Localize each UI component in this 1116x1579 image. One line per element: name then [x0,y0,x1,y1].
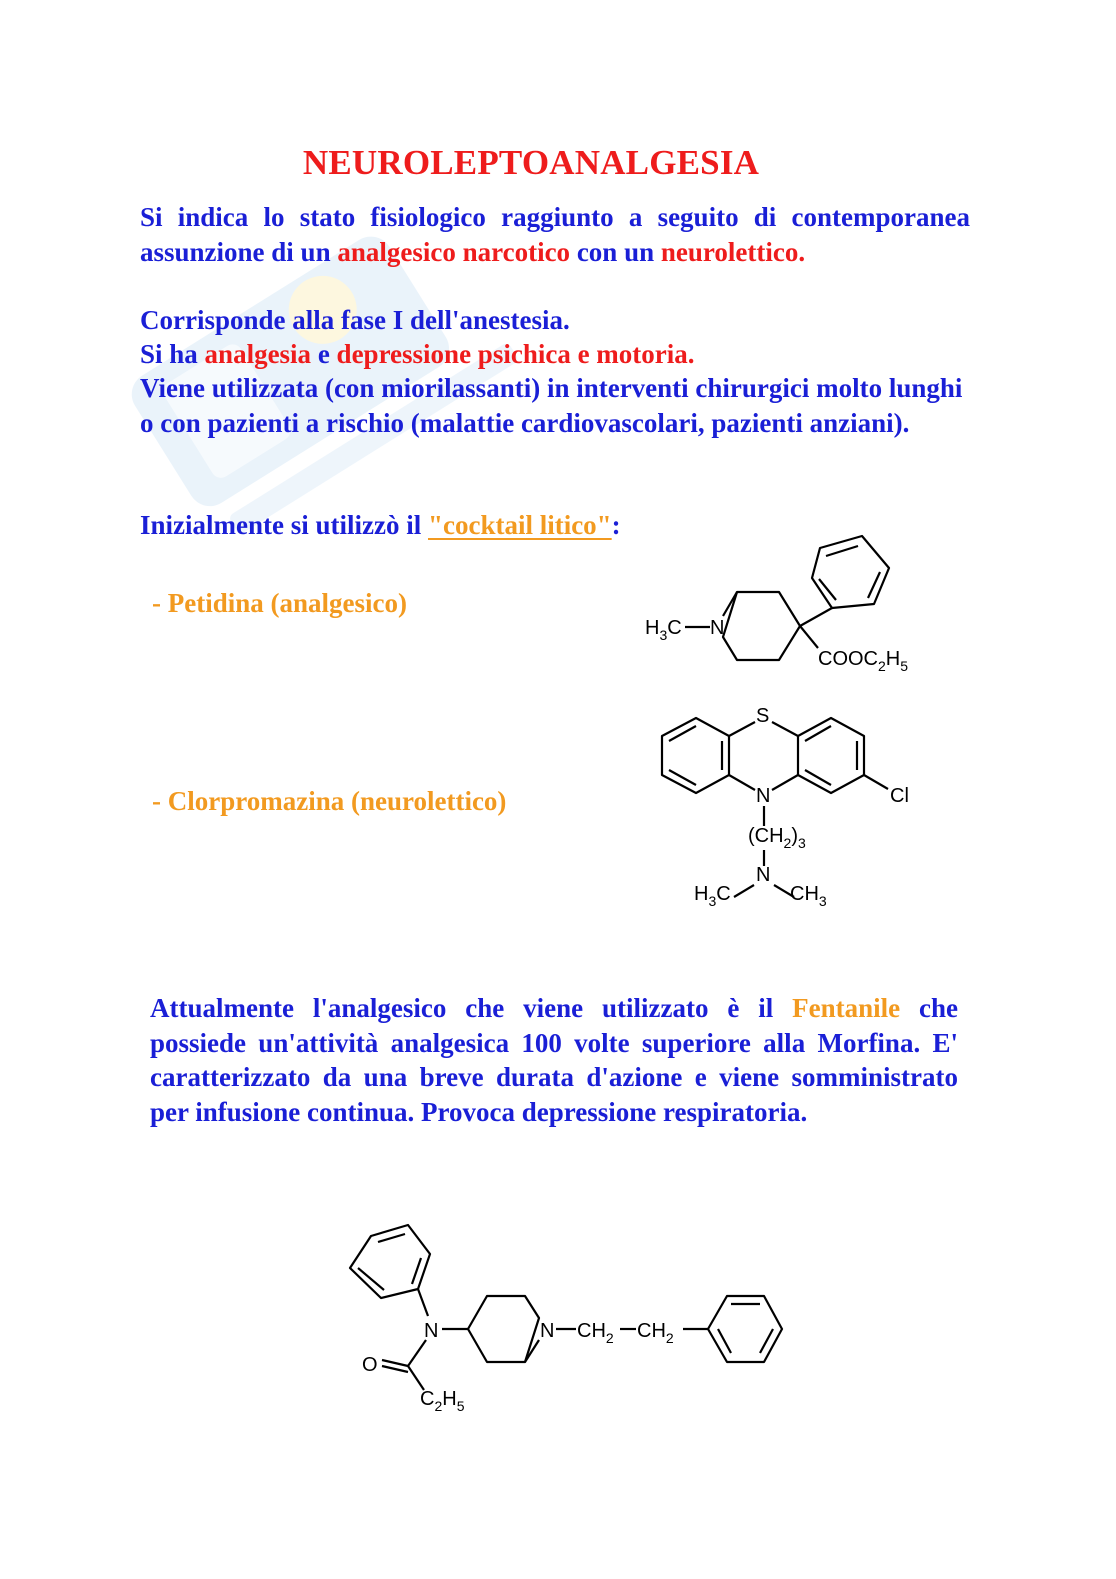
methyl-left: $H_3C$ [694,883,731,909]
cocktail-lead: Inizialmente si utilizzò il [140,510,428,540]
fentanyl-text-2: che possiede un'attività analgesica 100 volte superiore alla Morfina. E' caratterizzato da una breve durata d'azione e viene somministrato per infusione continua. Provoca depressione respiratoria. [150,993,958,1127]
piperidine-ring [468,1296,539,1362]
left-benzene-ring [662,718,729,793]
amine-nitrogen: N [756,864,771,886]
fentanyl-paragraph [150,991,958,1129]
fentanile-structure [340,1215,800,1420]
highlight-fentanile: Fentanile [792,993,901,1023]
carbonyl-oxygen: O [362,1354,378,1376]
phenyl-ring [812,536,889,608]
effects-text-2: e [311,339,337,369]
effects-text: Si ha [140,339,205,369]
cocktail-colon: : [611,510,621,540]
clorpromazina-structure [650,700,930,915]
amide-nitrogen: N [424,1320,439,1342]
ch2-first: $CH_2$ [577,1320,614,1346]
petidina-ester: $COOC_2H_5$ [818,648,909,674]
highlight-depressione: depressione psichica e motoria. [336,339,695,369]
ring-nitrogen: N [756,785,771,807]
petidina-n: N [710,617,725,639]
ch2-second: $CH_2$ [637,1320,674,1346]
highlight-analgesia: analgesia [204,339,312,369]
petidina-structure [630,528,940,678]
usage-paragraph: Viene utilizzata (con miorilassanti) in interventi chirurgici molto lunghi o con pazienti a rischio (malattie cardiovascolari, pazienti anziani). [140,373,963,438]
petidina-methyl: $H_3C$ [645,617,682,643]
drug-clorpromazina-label: - Clorpromazina (neurolettico) [152,786,507,816]
highlight-neurolettico: neurolettico. [660,236,806,267]
highlight-analgesico-narcotico: analgesico narcotico [337,236,571,267]
ethyl-group: $C_2H_5$ [420,1388,465,1414]
methyl-right: $CH_3$ [790,883,827,909]
effects-line [140,337,970,372]
right-benzene-ring [798,718,864,793]
sulfur-atom: S [756,705,770,727]
intro-text-2: con un [570,236,661,267]
drug-petidina-label: - Petidina (analgesico) [152,588,407,618]
chlorine-atom: Cl [890,785,909,807]
piperidine-nitrogen: N [540,1320,555,1342]
fentanyl-text: Attualmente l'analgesico che viene utilizzato è il [150,993,793,1023]
piperidine-ring [723,592,800,660]
n-phenyl-ring [350,1225,430,1298]
page-title: NEUROLEPTOANALGESIA [302,143,760,182]
phase-line: Corrisponde alla fase I dell'anestesia. [140,305,570,335]
intro-paragraph [140,200,970,269]
propyl-chain: $(CH_2)_3$ [748,825,806,851]
intro-text: Si indica lo stato fisiologico raggiunto a seguito di contemporanea assunzione di un [140,202,970,267]
cocktail-litico-link[interactable]: "cocktail litico" [427,510,612,540]
